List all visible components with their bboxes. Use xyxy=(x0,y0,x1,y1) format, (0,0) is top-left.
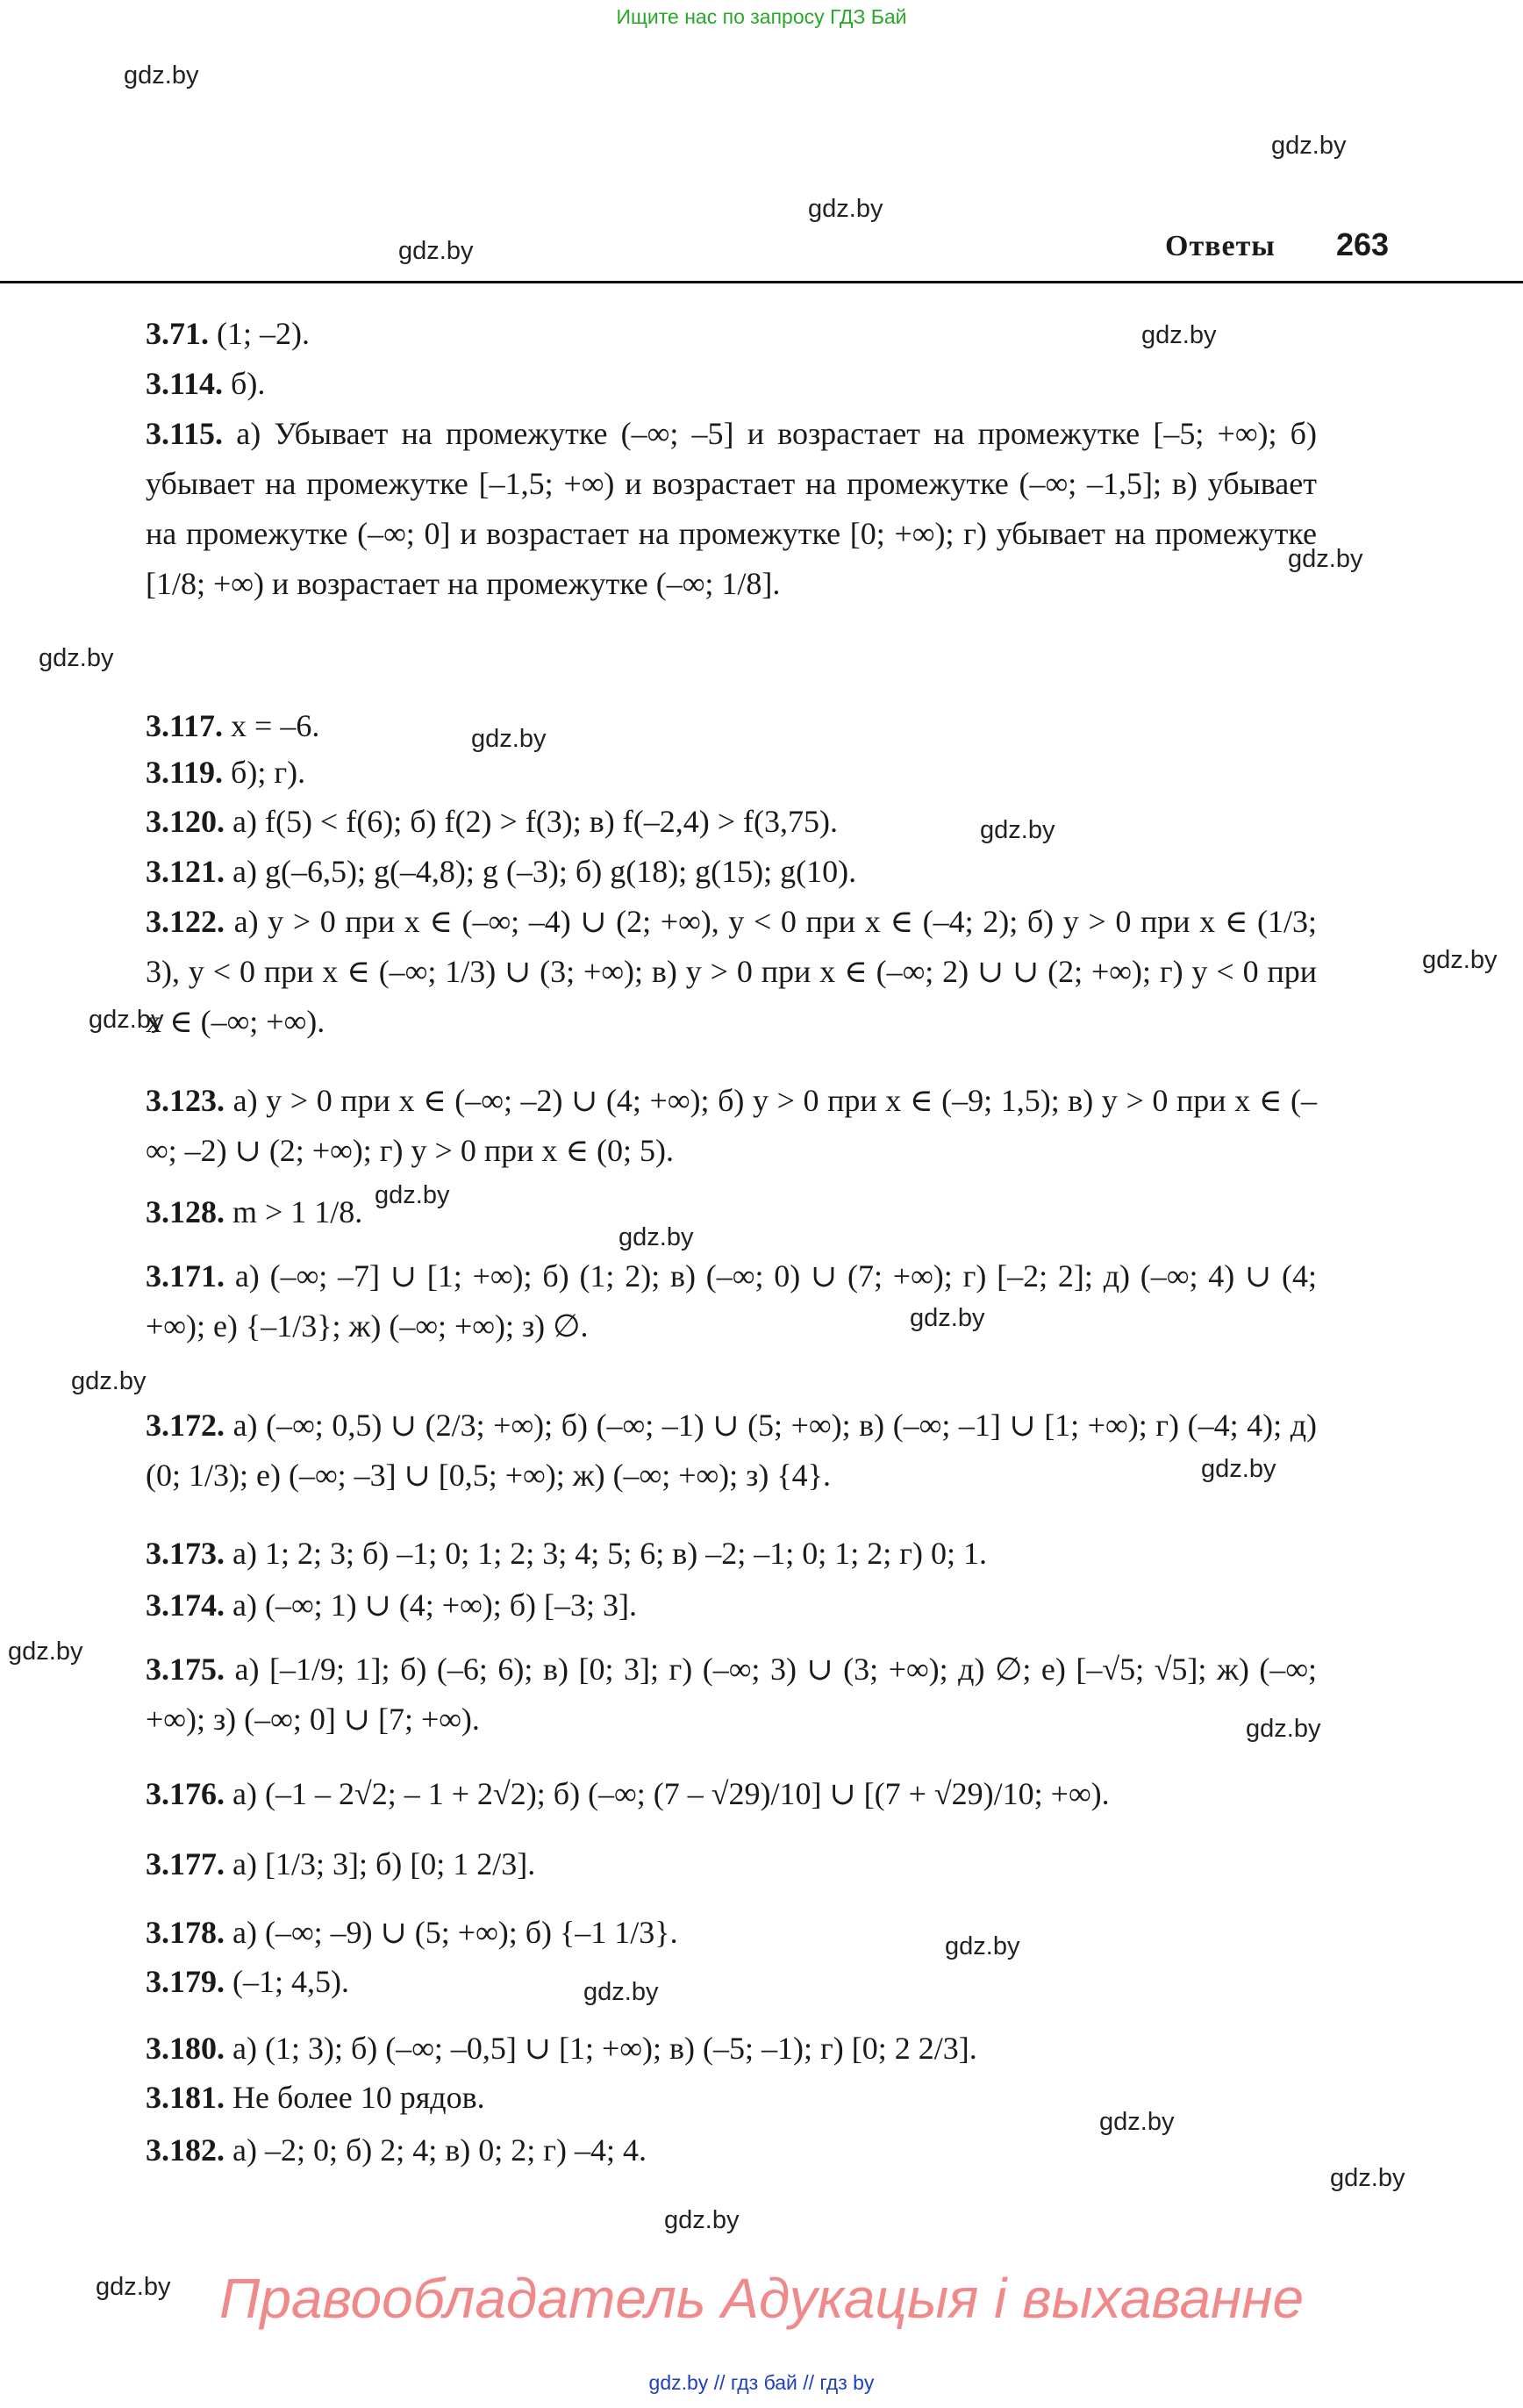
top-banner[interactable]: Ищите нас по запросу ГДЗ Бай xyxy=(616,5,907,28)
answer-text: а) [1/3; 3]; б) [0; 1 2/3]. xyxy=(232,1846,536,1881)
answer-text: а) (–∞; 0,5) ∪ (2/3; +∞); б) (–∞; –1) ∪ (5; +∞); в) (–∞; –1] ∪ [1; +∞); г) (–4; 4); д) (0; 1/3); е) (–∞; –3] ∪ [0,5; +∞); ж) (–∞; +∞); з) {4}. xyxy=(146,1408,1318,1493)
answer-number: 3.71. xyxy=(146,316,209,351)
answer-item xyxy=(146,1187,1317,1237)
watermark: gdz.by xyxy=(1141,321,1217,349)
copyright-watermark: Правообладатель Адукацыя і выхаванне xyxy=(218,2267,1305,2330)
answer-item xyxy=(146,1645,1317,1745)
answer-number: 3.180. xyxy=(146,2031,225,2066)
answer-item xyxy=(146,2073,1317,2123)
answer-text: а) 1; 2; 3; б) –1; 0; 1; 2; 3; 4; 5; 6; в) –2; –1; 0; 1; 2; г) 0; 1. xyxy=(232,1536,988,1571)
answer-number: 3.177. xyxy=(146,1846,225,1881)
watermark: gdz.by xyxy=(1201,1455,1276,1483)
watermark: gdz.by xyxy=(8,1638,83,1666)
watermark: gdz.by xyxy=(39,644,114,672)
answer-number: 3.179. xyxy=(146,1964,225,1999)
answer-text: x = –6. xyxy=(231,708,320,743)
answer-item xyxy=(146,847,1317,897)
watermark: gdz.by xyxy=(398,237,474,265)
answer-text: m > 1 1/8. xyxy=(232,1194,363,1229)
answer-item xyxy=(146,1401,1317,1501)
answer-item xyxy=(146,1076,1317,1176)
watermark: gdz.by xyxy=(618,1223,694,1251)
watermark: gdz.by xyxy=(471,725,547,753)
answer-text: а) (–∞; 1) ∪ (4; +∞); б) [–3; 3]. xyxy=(232,1587,638,1623)
answer-number: 3.122. xyxy=(146,904,225,939)
answer-number: 3.114. xyxy=(146,366,224,401)
running-head-title: Ответы xyxy=(1165,230,1276,262)
answer-number: 3.119. xyxy=(146,755,224,790)
watermark: gdz.by xyxy=(1330,2164,1405,2192)
answer-item xyxy=(146,1908,1317,1958)
answer-text: а) [–1/9; 1]; б) (–6; 6); в) [0; 3]; г) (–∞; 3) ∪ (3; +∞); д) ∅; е) [–√5; √5]; ж) (–∞; +∞); з) (–∞; 0] ∪ [7; +∞). xyxy=(146,1652,1317,1737)
watermark: gdz.by xyxy=(808,195,883,223)
answer-item xyxy=(146,2024,1317,2074)
watermark: gdz.by xyxy=(664,2206,740,2234)
answer-text: а) Убывает на промежутке (–∞; –5] и возрастает на промежутке [–5; +∞); б) убывает на промежутке [–1,5; +∞) и возрастает на промежутке (–∞; –1,5]; в) убывает на промежутке (–∞; 0] и возрастает на промежутке [0; +∞); г) убывает на промежутке [1/8; +∞) и возрастает на промежутке (–∞; 1/8]. xyxy=(146,416,1317,601)
answer-number: 3.175. xyxy=(146,1652,225,1687)
watermark: gdz.by xyxy=(1422,946,1498,974)
watermark: gdz.by xyxy=(96,2273,171,2301)
answer-text: а) y > 0 при x ∈ (–∞; –2) ∪ (4; +∞); б) y > 0 при x ∈ (–9; 1,5); в) y > 0 при x ∈ (–∞; –2) ∪ (2; +∞); г) y > 0 при x ∈ (0; 5). xyxy=(146,1083,1317,1168)
answer-item xyxy=(146,1580,1317,1630)
answer-number: 3.176. xyxy=(146,1776,225,1811)
answer-text: б). xyxy=(231,366,266,401)
answer-number: 3.128. xyxy=(146,1194,225,1229)
answer-item xyxy=(146,309,1317,359)
watermark: gdz.by xyxy=(1246,1715,1321,1743)
watermark: gdz.by xyxy=(945,1932,1020,1960)
answer-text: а) (1; 3); б) (–∞; –0,5] ∪ [1; +∞); в) (–5; –1); г) [0; 2 2/3]. xyxy=(232,2031,977,2066)
answer-number: 3.171. xyxy=(146,1258,225,1294)
answer-number: 3.181. xyxy=(146,2080,225,2115)
answer-item xyxy=(146,2125,1317,2175)
watermark: gdz.by xyxy=(980,816,1055,844)
answer-text: а) f(5) < f(6); б) f(2) > f(3); в) f(–2,4) > f(3,75). xyxy=(232,804,838,839)
answer-text: (1; –2). xyxy=(217,316,310,351)
answer-number: 3.123. xyxy=(146,1083,225,1118)
watermark: gdz.by xyxy=(583,1978,659,2006)
answer-text: а) (–1 – 2√2; – 1 + 2√2); б) (–∞; (7 – √29)/10] ∪ [(7 + √29)/10; +∞). xyxy=(232,1776,1110,1811)
answer-text: а) –2; 0; б) 2; 4; в) 0; 2; г) –4; 4. xyxy=(232,2132,647,2168)
header-rule xyxy=(0,281,1523,283)
answer-item xyxy=(146,359,1317,409)
answer-item xyxy=(146,701,1317,751)
answer-item xyxy=(146,748,1317,798)
watermark: gdz.by xyxy=(375,1181,450,1209)
watermark: gdz.by xyxy=(124,61,199,90)
answer-number: 3.173. xyxy=(146,1536,225,1571)
answer-text: а) (–∞; –9) ∪ (5; +∞); б) {–1 1/3}. xyxy=(232,1915,678,1950)
watermark: gdz.by xyxy=(1099,2108,1175,2136)
watermark: gdz.by xyxy=(1288,545,1363,573)
answer-item xyxy=(146,1957,1317,2007)
watermark: gdz.by xyxy=(71,1367,147,1395)
answer-number: 3.174. xyxy=(146,1587,225,1623)
answer-number: 3.182. xyxy=(146,2132,225,2168)
answer-item xyxy=(146,1251,1317,1351)
answer-text: а) g(–6,5); g(–4,8); g (–3); б) g(18); g(15); g(10). xyxy=(232,854,857,889)
answer-item xyxy=(146,797,1317,847)
watermark: gdz.by xyxy=(89,1006,164,1034)
answer-number: 3.178. xyxy=(146,1915,225,1950)
answer-text: Не более 10 рядов. xyxy=(232,2080,485,2115)
watermark: gdz.by xyxy=(910,1304,985,1332)
answer-text: (–1; 4,5). xyxy=(232,1964,349,1999)
answer-item xyxy=(146,1769,1317,1819)
answer-item xyxy=(146,897,1317,1047)
answer-item xyxy=(146,1529,1317,1579)
answer-number: 3.115. xyxy=(146,416,224,451)
answer-number: 3.121. xyxy=(146,854,225,889)
answer-number: 3.120. xyxy=(146,804,225,839)
answer-text: б); г). xyxy=(231,755,306,790)
answer-item xyxy=(146,1839,1317,1889)
answer-text: а) y > 0 при x ∈ (–∞; –4) ∪ (2; +∞), y < 0 при x ∈ (–4; 2); б) y > 0 при x ∈ (1/3; 3), y < 0 при x ∈ (–∞; 1/3) ∪ (3; +∞); в) y > 0 при x ∈ (–∞; 2) ∪ ∪ (2; +∞); г) y < 0 при x ∈ (–∞; +∞). xyxy=(146,904,1318,1039)
answer-text: а) (–∞; –7] ∪ [1; +∞); б) (1; 2); в) (–∞; 0) ∪ (7; +∞); г) [–2; 2]; д) (–∞; 4) ∪ (4; +∞); е) {–1/3}; ж) (–∞; +∞); з) ∅. xyxy=(146,1258,1318,1344)
answer-number: 3.117. xyxy=(146,708,224,743)
answer-number: 3.172. xyxy=(146,1408,225,1443)
page-number: 263 xyxy=(1336,226,1390,262)
answer-item xyxy=(146,409,1317,609)
watermark: gdz.by xyxy=(1271,132,1347,160)
bottom-links[interactable]: gdz.by // гдз бай // гдз by xyxy=(648,2371,875,2394)
